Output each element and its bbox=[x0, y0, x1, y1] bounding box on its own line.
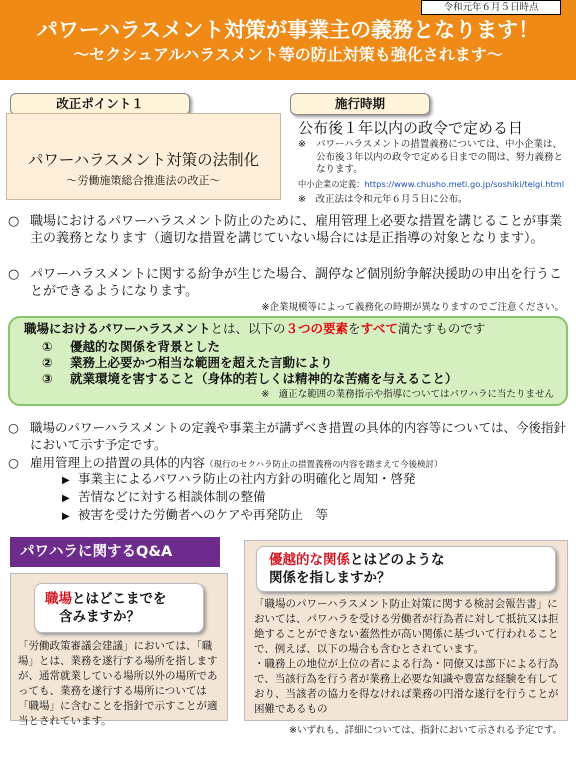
measure-text: 事業主によるパワハラ防止の社内方針の明確化と周知・啓発 bbox=[78, 471, 416, 486]
effective-note-text: パワーハラスメントの措置義務については、中小企業は、公布後３年以内の政令で定める日までの間は、努力義務となります。 bbox=[316, 139, 564, 175]
element-text: 業務上必要かつ相当な範囲を超えた言動により bbox=[70, 355, 333, 370]
question-highlight: 優越的な関係 bbox=[269, 552, 350, 568]
question-text: とはどこまでを bbox=[72, 591, 167, 607]
element-number: ③ bbox=[42, 371, 53, 386]
question-text: とはどのような bbox=[350, 552, 445, 568]
paragraph-dispute-text: パワーハラスメントに関する紛争が生じた場合、調停など個別紛争解決援助の申出を行うことができるようになります。 bbox=[30, 267, 562, 299]
point-label: 改正ポイント１ bbox=[10, 93, 190, 115]
triangle-right-icon: ▶ bbox=[62, 493, 70, 504]
element-text: 就業環境を害すること（身体的若しくは精神的な苦痛を与えること） bbox=[70, 371, 458, 386]
question-text: 関係を指しますか？ bbox=[269, 570, 391, 586]
answer-relationship-text: 「職場のパワーハラスメント防止対策に関する検討会報告書」においては、パワハラを受ける労働者が行為者に対して抵抗又は拒絶することができない蓋然性が高い関係に基づいて行われることで、例えば、以下の場合も含むとされています。 bbox=[254, 598, 559, 655]
triangle-right-icon: ▶ bbox=[62, 475, 70, 486]
definition-title bbox=[24, 321, 485, 337]
paragraph-obligation bbox=[8, 213, 568, 247]
definition-term: 職場におけるパワーハラスメント bbox=[24, 321, 211, 336]
sme-definition-link[interactable]: https://www.chusho.meti.go.jp/soshiki/teigi.html bbox=[364, 179, 565, 189]
effective-note bbox=[298, 139, 566, 177]
answer-relationship bbox=[254, 597, 562, 717]
question-highlight: 職場 bbox=[45, 591, 72, 607]
measure-item bbox=[62, 489, 266, 507]
triangle-right-icon: ▶ bbox=[62, 511, 70, 522]
definition-ending: 満たすものです bbox=[397, 321, 486, 336]
effective-label: 施行時期 bbox=[290, 93, 430, 115]
question-text: 含みますか？ bbox=[59, 609, 140, 625]
page-subtitle: ～セクシュアルハラスメント等の防止対策も強化されます～ bbox=[73, 45, 503, 64]
measures-note: （現行のセクハラ防止の措置義務の内容を踏まえて今後検討） bbox=[205, 460, 443, 470]
size-note: ※企業規模等によって義務化の時期が異なりますのでご注意ください。 bbox=[261, 302, 564, 313]
measure-item bbox=[62, 507, 328, 525]
three-elements-highlight: ３つの要素 bbox=[285, 321, 349, 336]
measures-title: 雇用管理上の措置の具体的内容 bbox=[30, 455, 206, 470]
paragraph-obligation-text: 職場におけるパワーハラスメント防止のために、雇用管理上必要な措置を講じることが事業主の義務となります（適切な措置を講じていない場合には是正指導の対象となります）。 bbox=[30, 214, 562, 246]
measure-text: 被害を受けた労働者へのケアや再発防止 等 bbox=[78, 507, 329, 522]
element-text: 優越的な関係を背景とした bbox=[70, 339, 221, 354]
effective-headline: 公布後１年以内の政令で定める日 bbox=[298, 119, 524, 137]
definition-connector: を bbox=[348, 321, 361, 336]
qa-banner: パワハラに関するQ&A bbox=[10, 537, 220, 567]
element-item bbox=[42, 355, 333, 371]
circle-mark: ○ bbox=[8, 267, 20, 282]
measure-text: 苦情などに対する相談体制の整備 bbox=[78, 489, 266, 504]
measure-item bbox=[62, 471, 416, 489]
note-mark: ※ bbox=[298, 139, 306, 150]
paragraph-guidelines-text: 職場のパワーハラスメントの定義や事業主が講ずべき措置の具体的内容等については、今後指針において示す予定です。 bbox=[30, 420, 567, 452]
paragraph-dispute bbox=[8, 266, 568, 300]
promulgation-note: ※ 改正法は令和元年６月５日に公布。 bbox=[298, 194, 468, 205]
element-number: ① bbox=[42, 339, 53, 354]
paragraph-guidelines bbox=[8, 419, 568, 453]
element-number: ② bbox=[42, 355, 53, 370]
element-item bbox=[42, 339, 220, 355]
sme-definition-label: 中小企業の定義： bbox=[298, 179, 365, 189]
circle-mark: ○ bbox=[8, 214, 20, 229]
footer-note: ※いずれも、詳細については、指針において示される予定です。 bbox=[288, 725, 562, 736]
all-highlight: すべて bbox=[360, 321, 398, 336]
sme-definition bbox=[298, 179, 568, 190]
definition-note: ※ 適正な範囲の業務指示や指導についてはパワハラに当たりません bbox=[261, 389, 554, 400]
point-main: パワーハラスメント対策の法制化 bbox=[27, 151, 260, 169]
date-stamp: 令和元年６月５日時点 bbox=[421, 0, 561, 15]
page-title: パワーハラスメント対策が事業主の義務となります！ bbox=[36, 18, 540, 42]
point-sub: ～労働施策総合推進法の改正～ bbox=[66, 174, 221, 187]
answer-relationship-example: ・職務上の地位が上位の者による行為・同僚又は部下による行為で、当該行為を行う者が業務上必要な知識や豊富な経験を有しており、当該者の協力を得なければ業務の円滑な遂行を行うことが困難であるもの bbox=[254, 658, 559, 715]
circle-mark: ○ bbox=[8, 455, 19, 470]
circle-mark: ○ bbox=[8, 420, 19, 435]
definition-connector: とは、以下の bbox=[210, 321, 286, 336]
question-relationship bbox=[256, 546, 556, 592]
question-workplace bbox=[34, 583, 204, 633]
answer-workplace: 「労働政策審議会建議」においては、「職場」とは、業務を遂行する場所を指しますが、通常就業している場所以外の場所であっても、業務を遂行する場所については「職場」に含むことを指針で示すことが適当とされています。 bbox=[18, 640, 218, 727]
element-item bbox=[42, 371, 458, 387]
